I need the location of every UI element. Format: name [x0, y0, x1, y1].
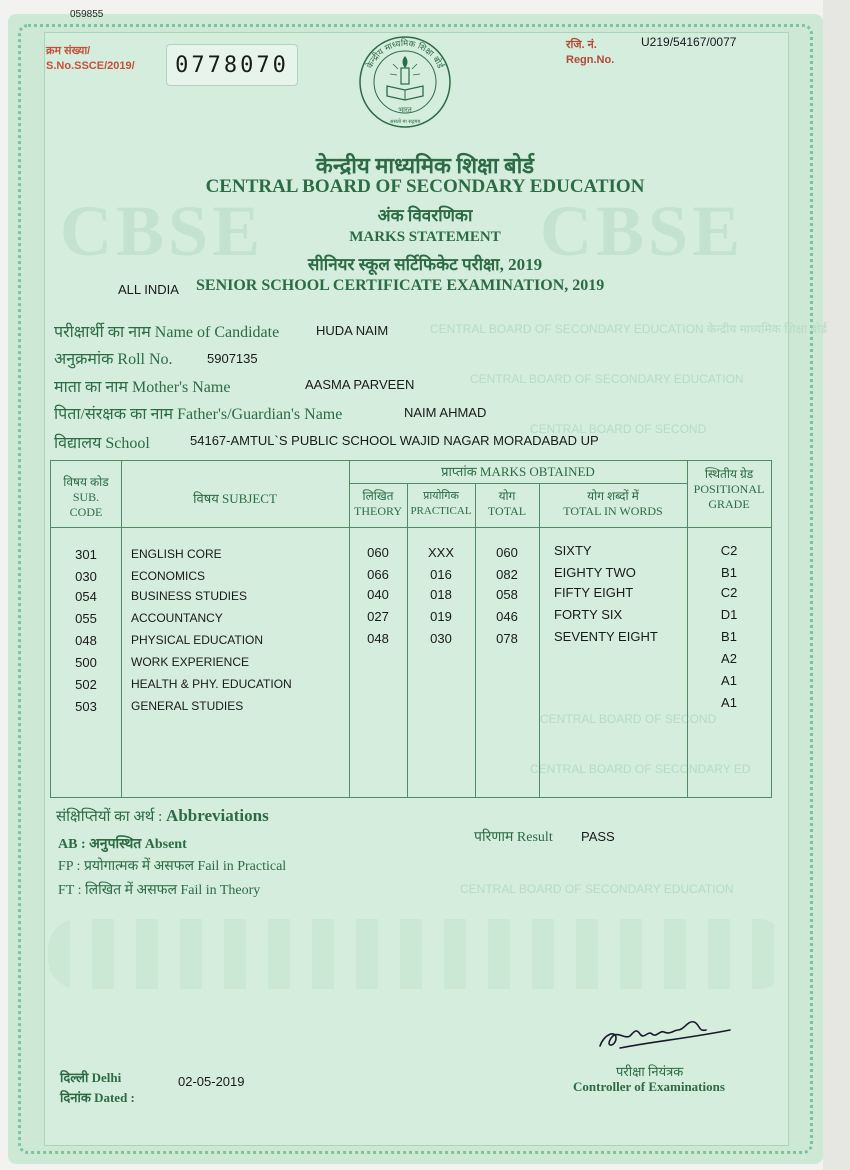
candidate-name-label: परीक्षार्थी का नाम Name of Candidate — [54, 324, 280, 341]
cell-subject: ECONOMICS — [131, 569, 206, 583]
cell-practical: 019 — [430, 609, 452, 624]
total-header-hi: योग — [498, 489, 516, 503]
cell-code: 055 — [75, 611, 97, 626]
registration-label-en: Regn.No. — [566, 54, 615, 66]
practical-header-hi: प्रायोगिक — [423, 490, 459, 502]
cell-grade: A1 — [721, 673, 737, 688]
statement-title: MARKS STATEMENT — [349, 229, 501, 245]
abbr-fail-practical: FP : प्रयोगात्मक में असफल Fail in Practical — [58, 859, 287, 874]
theory-header-en: THEORY — [354, 504, 402, 518]
abbreviations-title-hi: संक्षिप्तियों का अर्थ : — [56, 809, 163, 825]
statement-title-hindi: अंक विवरणिका — [377, 206, 473, 225]
code-header-en2: CODE — [69, 505, 103, 519]
cell-subject: BUSINESS STUDIES — [131, 589, 248, 603]
dated-label: दिनांक Dated : — [60, 1090, 135, 1105]
svg-text:भारत: भारत — [398, 106, 412, 114]
words-header — [539, 489, 687, 519]
svg-text:केन्द्रीय माध्यमिक शिक्षा बोर्: केन्द्रीय माध्यमिक शिक्षा बोर्ड — [365, 38, 445, 71]
serial-label-en: S.No.SSCE/2019/ — [46, 60, 135, 72]
marks-table — [50, 460, 772, 798]
cell-subject: GENERAL STUDIES — [131, 699, 244, 713]
words-header-hi: योग शब्दों में — [587, 489, 639, 503]
registration-number: U219/54167/0077 — [641, 35, 737, 49]
father-name-label: पिता/संरक्षक का नाम Father's/Guardian's Name — [54, 406, 343, 423]
roll-no: 5907135 — [207, 351, 258, 366]
candidate-name: HUDA NAIM — [316, 323, 389, 338]
cbse-emblem-icon — [357, 34, 453, 130]
serial-number: 0778070 — [175, 52, 289, 78]
board-title: CENTRAL BOARD OF SECONDARY EDUCATION — [205, 176, 645, 197]
school-label: विद्यालय School — [54, 435, 150, 452]
board-title-hindi: केन्द्रीय माध्यमिक शिक्षा बोर्ड — [315, 153, 535, 178]
father-name: NAIM AHMAD — [404, 405, 487, 420]
cell-total: 058 — [496, 587, 518, 602]
grade-header-en2: GRADE — [708, 497, 750, 511]
school-name: 54167-AMTUL`S PUBLIC SCHOOL WAJID NAGAR MORADABAD UP — [190, 433, 599, 448]
cell-grade: A1 — [721, 695, 737, 710]
cell-code: 030 — [75, 569, 97, 584]
cell-grade: A2 — [721, 651, 737, 666]
practical-header-en: PRACTICAL — [410, 505, 472, 517]
cell-theory: 027 — [367, 609, 389, 624]
cell-grade: C2 — [720, 585, 738, 600]
serial-label — [46, 44, 135, 74]
cell-words: FIFTY EIGHT — [554, 585, 634, 600]
total-header — [475, 489, 539, 519]
registration-label — [566, 38, 614, 68]
issue-date: 02-05-2019 — [178, 1074, 245, 1089]
cell-words: EIGHTY TWO — [554, 565, 636, 580]
serial-label-hi: क्रम संख्या/ — [46, 45, 91, 57]
cell-practical: XXX — [427, 545, 454, 560]
cell-subject: HEALTH & PHY. EDUCATION — [131, 677, 292, 691]
total-header-en: TOTAL — [487, 504, 527, 518]
cell-theory: 040 — [367, 587, 389, 602]
cell-code: 048 — [75, 633, 97, 648]
top-serial-number: 059855 — [70, 9, 104, 20]
cell-code: 054 — [75, 589, 97, 604]
cell-code: 502 — [75, 677, 97, 692]
mother-name: AASMA PARVEEN — [305, 377, 415, 392]
result-value: PASS — [581, 829, 615, 844]
abbr-absent: AB : अनुपस्थित Absent — [58, 837, 187, 852]
cell-subject: WORK EXPERIENCE — [131, 655, 250, 669]
cell-subject: ACCOUNTANCY — [131, 611, 223, 625]
exam-prefix: ALL INDIA — [118, 282, 179, 297]
controller-signature-icon — [590, 1008, 740, 1058]
cell-words: SEVENTY EIGHT — [554, 629, 658, 644]
abbreviations-title-en: Abbreviations — [166, 806, 269, 825]
mother-name-label: माता का नाम Mother's Name — [54, 379, 231, 396]
cbse-watermark-right: CBSE — [540, 191, 745, 271]
cell-total: 060 — [496, 545, 518, 560]
cell-total: 078 — [496, 631, 518, 646]
controller-title-hindi: परीक्षा नियंत्रक — [616, 1064, 684, 1079]
roll-no-label: अनुक्रमांक Roll No. — [54, 351, 173, 368]
cell-subject: ENGLISH CORE — [131, 547, 222, 561]
cell-practical: 016 — [430, 567, 452, 582]
cbse-watermark-left: CBSE — [60, 191, 265, 271]
cell-words: SIXTY — [554, 543, 592, 558]
cell-total: 046 — [496, 609, 518, 624]
cell-code: 301 — [75, 547, 97, 562]
cell-words: FORTY SIX — [554, 607, 623, 622]
cell-grade: C2 — [720, 543, 738, 558]
subject-header: विषय SUBJECT — [193, 491, 277, 506]
cell-total: 082 — [496, 567, 518, 582]
theory-header — [349, 489, 407, 519]
registration-label-hi: रजि. नं. — [566, 39, 597, 51]
code-header-en1: SUB. — [72, 490, 100, 504]
cell-grade: D1 — [720, 607, 738, 622]
exam-title-hindi: सीनियर स्कूल सर्टिफिकेट परीक्षा, 2019 — [307, 255, 543, 274]
cell-grade: B1 — [721, 629, 737, 644]
result-label: परिणाम Result — [474, 830, 553, 845]
abbr-fail-theory: FT : लिखित में असफल Fail in Theory — [58, 883, 261, 898]
cell-theory: 048 — [367, 631, 389, 646]
grade-header-hi: स्थितीय ग्रेड — [704, 467, 754, 481]
abbreviations-title — [56, 806, 269, 826]
practical-header — [407, 489, 475, 519]
words-header-en: TOTAL IN WORDS — [563, 504, 663, 518]
grade-header — [687, 467, 771, 512]
cell-code: 503 — [75, 699, 97, 714]
cell-theory: 060 — [367, 545, 389, 560]
cell-subject: PHYSICAL EDUCATION — [131, 633, 264, 647]
grade-header-en1: POSITIONAL — [693, 482, 765, 496]
cell-code: 500 — [75, 655, 97, 670]
cell-grade: B1 — [721, 565, 737, 580]
decorative-band — [48, 919, 788, 989]
controller-title: Controller of Examinations — [573, 1079, 725, 1094]
theory-header-hi: लिखित — [362, 489, 394, 503]
svg-text:असतो मा सद्गमय: असतो मा सद्गमय — [389, 119, 421, 125]
serial-number-box — [166, 44, 298, 86]
exam-title: SENIOR SCHOOL CERTIFICATE EXAMINATION, 2019 — [196, 277, 605, 294]
cell-theory: 066 — [367, 567, 389, 582]
code-header-hi: विषय कोड — [63, 475, 109, 489]
marks-obtained-header: प्राप्तांक MARKS OBTAINED — [441, 464, 595, 479]
code-header — [51, 475, 121, 520]
cell-practical: 018 — [430, 587, 452, 602]
cell-practical: 030 — [430, 631, 452, 646]
place-label: दिल्ली Delhi — [60, 1070, 122, 1085]
